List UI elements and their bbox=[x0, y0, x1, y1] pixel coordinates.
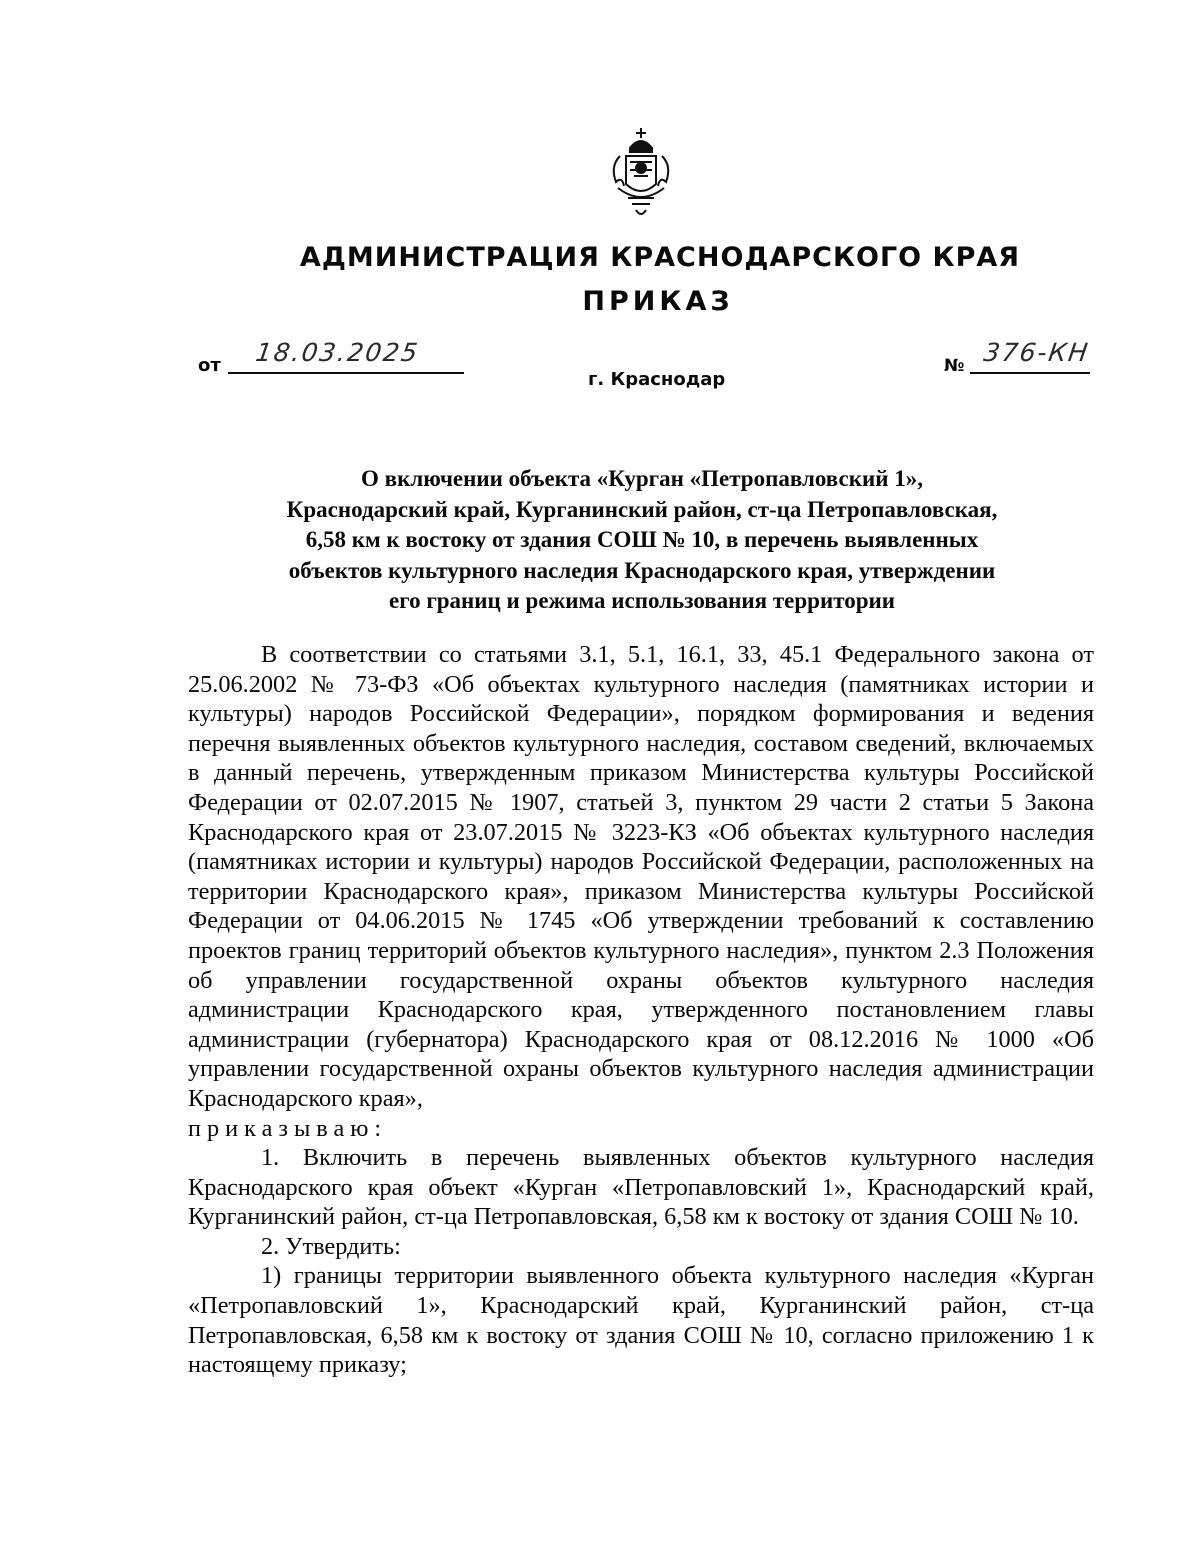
subject-line: объектов культурного наследия Краснодарского края, утверждении bbox=[288, 557, 996, 583]
coat-of-arms-icon bbox=[606, 126, 676, 220]
organization-title: АДМИНИСТРАЦИЯ КРАСНОДАРСКОГО КРАЯ bbox=[299, 242, 1021, 273]
subject-line: О включении объекта «Курган «Петропавловский 1», bbox=[361, 466, 923, 491]
number-value-handwritten: 376-КН bbox=[981, 338, 1092, 367]
date-label: от bbox=[198, 355, 221, 376]
order-word: приказываю: bbox=[188, 1114, 388, 1142]
date-underline bbox=[228, 372, 464, 374]
subject-line: 6,58 км к востоку от здания СОШ № 10, в перечень выявленных bbox=[305, 527, 979, 552]
order-item-2: 2. Утвердить: bbox=[261, 1232, 401, 1260]
subject-line: Краснодарский край, Курганинский район, ст-ца Петропавловская, bbox=[286, 496, 998, 522]
order-body bbox=[188, 640, 1094, 1380]
number-underline bbox=[970, 372, 1090, 374]
city: г. Краснодар bbox=[588, 369, 726, 390]
preamble-paragraph: В соответствии со статьями 3.1, 5.1, 16.1, 33, 45.1 Федерального закона от 25.06.2002 № 73-ФЗ «Об объектах культурного наследия (памятниках истории и культуры) народов Российской Федерации», порядком формирования и ведения перечня выявленных объектов культурного наследия, составом сведений, включаемых в данный перечень, утвержденным приказом Министерства культуры Российской Федерации от 02.07.2015 № 1907, статьей 3, пунктом 29 части 2 статьи 5 Закона Краснодарского края от 23.07.2015 № 3223-КЗ «Об объектах культурного наследия (памятниках истории и культуры) народов Российской Федерации, расположенных на территории Краснодарского края», приказом Министерства культуры Российской Федерации от 04.06.2015 № 1745 «Об утверждении требований к составлению проектов границ территорий объектов культурного наследия», пунктом 2.3 Положения об управлении государственной охраны объектов культурного наследия администрации Краснодарского края, утвержденного постановлением главы администрации (губернатора) Краснодарского края от 08.12.2016 № 1000 «Об управлении государственной охраны объектов культурного наследия администрации Краснодарского края», bbox=[188, 641, 1094, 1112]
order-item-2-1: 1) границы территории выявленного объекта культурного наследия «Курган «Петропавловский 1», Краснодарский край, Курганинский район, ст-ца Петропавловская, 6,58 км к востоку от здания СОШ № 10, согласно приложению 1 к настоящему приказу; bbox=[188, 1262, 1094, 1379]
order-subject bbox=[190, 464, 1094, 617]
document-type: ПРИКАЗ bbox=[582, 286, 734, 317]
date-value-handwritten: 18.03.2025 bbox=[253, 338, 422, 367]
subject-line: его границ и режима использования территории bbox=[388, 588, 896, 613]
order-item-1: 1. Включить в перечень выявленных объектов культурного наследия Краснодарского края объект «Курган «Петропавловский 1», Краснодарский край, Курганинский район, ст-ца Петропавловская, 6,58 км к востоку от здания СОШ № 10. bbox=[188, 1144, 1094, 1231]
number-label: № bbox=[944, 356, 965, 376]
